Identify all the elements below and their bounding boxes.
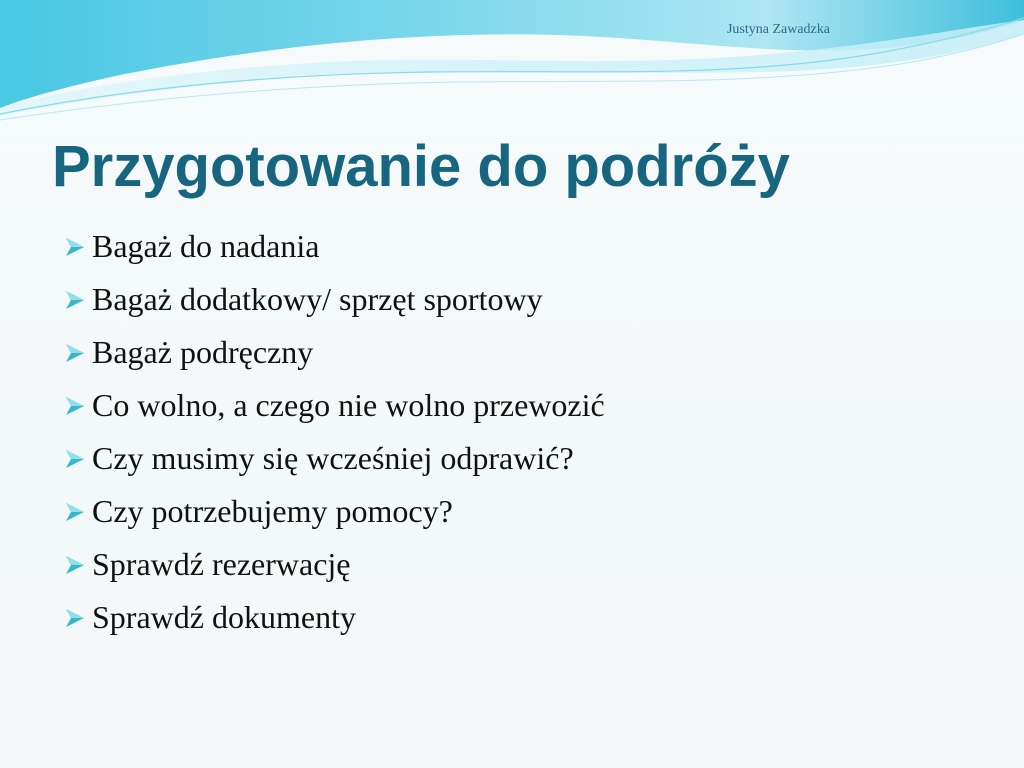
- bullet-text: Bagaż dodatkowy/ sprzęt sportowy: [92, 281, 543, 317]
- arrow-bullet-icon: [62, 553, 88, 577]
- list-item: [62, 273, 605, 326]
- list-item: [62, 326, 605, 379]
- arrow-bullet-icon: [62, 606, 88, 630]
- list-item: [62, 591, 605, 644]
- bullet-text: Czy musimy się wcześniej odprawić?: [92, 440, 574, 476]
- bullet-text: Bagaż do nadania: [92, 228, 320, 264]
- list-item: [62, 379, 605, 432]
- author-name: Justyna Zawadzka: [726, 22, 830, 37]
- list-item: [62, 220, 605, 273]
- arrow-bullet-icon: [62, 500, 88, 524]
- list-item: [62, 538, 605, 591]
- bullet-text: Sprawdź rezerwację: [92, 546, 351, 582]
- arrow-bullet-icon: [62, 235, 88, 259]
- bullet-text: Co wolno, a czego nie wolno przewozić: [92, 387, 605, 423]
- bullet-text: Bagaż podręczny: [92, 334, 314, 370]
- list-item: [62, 432, 605, 485]
- bullet-list: [62, 220, 605, 644]
- bullet-text: Czy potrzebujemy pomocy?: [92, 493, 453, 529]
- arrow-bullet-icon: [62, 288, 88, 312]
- slide-title: Przygotowanie do podróży: [52, 134, 790, 199]
- list-item: [62, 485, 605, 538]
- header-wave-decoration: [0, 0, 1024, 130]
- bullet-text: Sprawdź dokumenty: [92, 599, 356, 635]
- arrow-bullet-icon: [62, 341, 88, 365]
- arrow-bullet-icon: [62, 447, 88, 471]
- arrow-bullet-icon: [62, 394, 88, 418]
